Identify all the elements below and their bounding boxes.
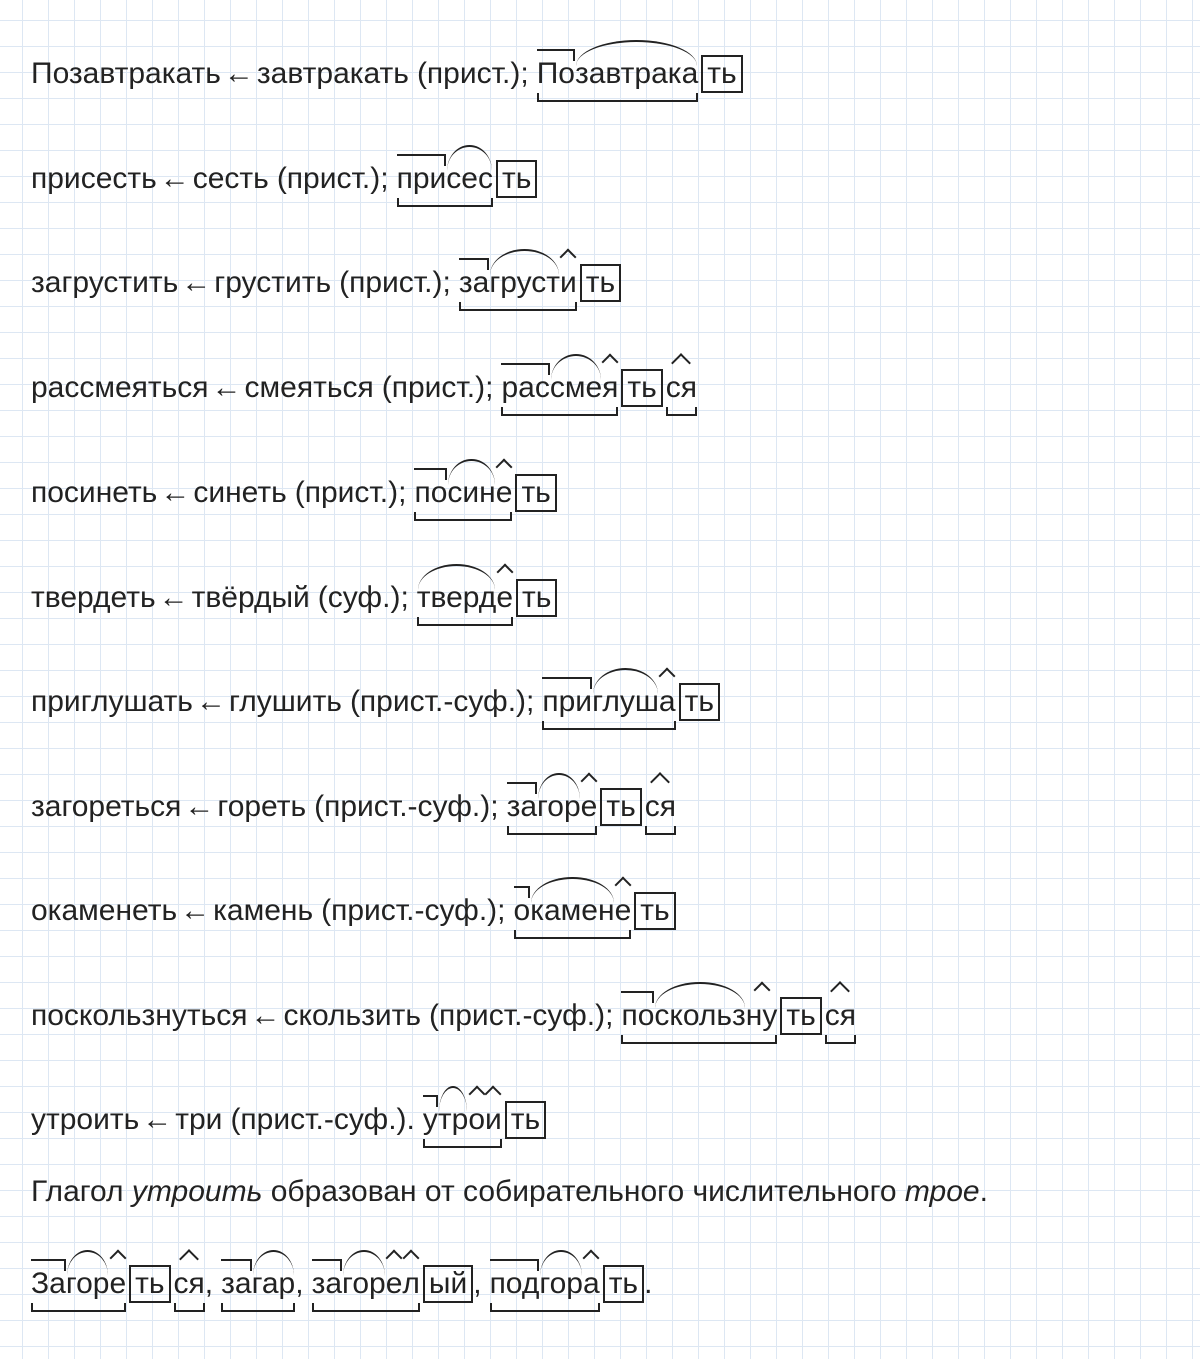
analysis-line-7 xyxy=(31,682,720,722)
prefix: при xyxy=(542,682,592,722)
cognates-line xyxy=(31,1264,652,1304)
separator: . xyxy=(644,1267,653,1300)
derived-word: посинеть xyxy=(31,476,158,509)
ending: ть xyxy=(621,369,662,407)
ending: ть xyxy=(580,264,621,302)
postfix-wrap xyxy=(174,1264,205,1304)
ending: ый xyxy=(423,1265,473,1303)
derivation-arrow: ← xyxy=(181,266,212,299)
root: камен xyxy=(530,891,614,931)
source-word: три xyxy=(175,1103,223,1136)
derivation-type: (прист.); xyxy=(276,162,389,195)
ending: ть xyxy=(496,160,537,198)
root: сес xyxy=(446,159,493,199)
stem xyxy=(417,578,513,618)
note-text xyxy=(31,1172,988,1212)
suffix: а xyxy=(659,682,676,722)
prefix: по xyxy=(621,996,654,1036)
stem xyxy=(501,368,618,408)
analysis-line-4 xyxy=(31,368,697,408)
suffix: о xyxy=(468,1100,485,1140)
postfix: ся xyxy=(666,368,697,408)
analysis-line-1 xyxy=(31,54,743,94)
note-italic-1: утроить xyxy=(131,1175,263,1208)
suffix: е xyxy=(496,578,513,618)
stem xyxy=(221,1264,295,1304)
postfix: ся xyxy=(645,787,676,827)
derivation-type: (прист.-суф.); xyxy=(314,790,499,823)
root: гор xyxy=(342,1264,386,1304)
analysis-line-3 xyxy=(31,263,621,303)
derivation-type: (прист.-суф.); xyxy=(429,999,614,1032)
suffix: я xyxy=(602,368,618,408)
root: скольз xyxy=(654,996,745,1036)
derivation-type: (прист.); xyxy=(416,57,529,90)
stem xyxy=(542,682,675,722)
derived-word: поскользнуться xyxy=(31,999,248,1032)
ending: ть xyxy=(516,579,557,617)
root: гор xyxy=(537,787,581,827)
derivation-arrow: ← xyxy=(142,1103,173,1136)
derived-word: утроить xyxy=(31,1103,140,1136)
derivation-type: (прист.-суф.); xyxy=(349,685,535,718)
stem xyxy=(514,891,632,931)
ending: ть xyxy=(634,892,675,930)
suffix: е xyxy=(615,891,632,931)
derivation-type: (прист.); xyxy=(339,266,451,299)
stem xyxy=(414,473,512,513)
derivation-arrow: ← xyxy=(159,162,190,195)
root: тверд xyxy=(417,578,497,618)
prefix: за xyxy=(507,787,537,827)
postfix-wrap xyxy=(666,368,697,408)
suffix: е xyxy=(496,473,513,513)
prefix: рас xyxy=(501,368,549,408)
separator: , xyxy=(473,1267,482,1300)
ending: ть xyxy=(780,997,821,1035)
suffix: а xyxy=(583,1264,600,1304)
prefix: По xyxy=(537,54,575,94)
stem xyxy=(621,996,777,1036)
ending: ть xyxy=(129,1265,170,1303)
note-part-1: Глагол xyxy=(31,1175,132,1208)
prefix: за xyxy=(459,263,489,303)
root: гор xyxy=(539,1264,583,1304)
derivation-type: (прист.-суф.); xyxy=(321,894,506,927)
derivation-arrow: ← xyxy=(195,685,226,718)
stem xyxy=(31,1264,126,1304)
derivation-arrow: ← xyxy=(160,476,191,509)
derivation-arrow: ← xyxy=(184,790,215,823)
separator: , xyxy=(295,1267,304,1300)
analysis-line-10 xyxy=(31,996,856,1036)
ending: ть xyxy=(505,1101,546,1139)
root: груст xyxy=(489,263,560,303)
prefix: по xyxy=(414,473,447,513)
analysis-line-6 xyxy=(31,578,557,618)
derivation-arrow: ← xyxy=(223,57,254,90)
root: сме xyxy=(550,368,602,408)
suffix: е xyxy=(386,1264,403,1304)
postfix-wrap xyxy=(645,787,676,827)
analysis-line-11 xyxy=(31,1100,546,1140)
stem xyxy=(537,54,699,94)
source-word: гореть xyxy=(217,790,307,823)
derived-word: рассмеяться xyxy=(31,371,209,404)
derivation-arrow: ← xyxy=(250,999,281,1032)
stem xyxy=(490,1264,600,1304)
note-part-2: образован от собирательного числительного xyxy=(262,1175,905,1208)
prefix: под xyxy=(490,1264,540,1304)
derived-word: твердеть xyxy=(31,581,156,614)
note-italic-2: трое xyxy=(904,1175,980,1208)
source-word: твёрдый xyxy=(191,581,310,614)
derivation-arrow: ← xyxy=(211,371,242,404)
source-word: глушить xyxy=(228,685,342,718)
source-word: синеть xyxy=(193,476,287,509)
postfix: ся xyxy=(174,1264,205,1304)
derived-word: загрустить xyxy=(31,266,179,299)
root: глуш xyxy=(592,682,659,722)
suffix: ну xyxy=(746,996,778,1036)
ending: ть xyxy=(600,788,641,826)
derivation-type: (прист.-суф.). xyxy=(230,1103,415,1136)
stem xyxy=(459,263,577,303)
root: гар xyxy=(252,1264,296,1304)
stem xyxy=(507,787,598,827)
source-word: смеяться xyxy=(244,371,374,404)
analysis-line-2 xyxy=(31,159,537,199)
suffix-2: и xyxy=(485,1100,502,1140)
prefix: за xyxy=(221,1264,251,1304)
note-part-3: . xyxy=(979,1175,988,1208)
root: син xyxy=(447,473,495,513)
source-word: скользить xyxy=(283,999,422,1032)
source-word: завтракать xyxy=(256,57,409,90)
derived-word: загореться xyxy=(31,790,182,823)
prefix: при xyxy=(397,159,447,199)
postfix: ся xyxy=(825,996,856,1036)
suffix-2: л xyxy=(402,1264,420,1304)
root: тр xyxy=(438,1100,468,1140)
derivation-arrow: ← xyxy=(180,894,211,927)
suffix: е xyxy=(109,1264,126,1304)
derived-word: Позавтракать xyxy=(31,57,221,90)
root: гор xyxy=(66,1264,110,1304)
analysis-line-5 xyxy=(31,473,557,513)
source-word: грустить xyxy=(214,266,332,299)
derivation-type: (прист.); xyxy=(294,476,407,509)
separator: , xyxy=(204,1267,214,1300)
prefix: у xyxy=(423,1100,438,1140)
root: завтрака xyxy=(575,54,698,94)
stem xyxy=(312,1264,420,1304)
ending: ть xyxy=(515,474,556,512)
analysis-line-9 xyxy=(31,891,676,931)
stem xyxy=(423,1100,502,1140)
derived-word: присесть xyxy=(31,162,157,195)
derivation-arrow: ← xyxy=(158,581,189,614)
stem xyxy=(397,159,493,199)
prefix: о xyxy=(514,891,531,931)
derivation-type: (прист.); xyxy=(381,371,494,404)
postfix-wrap xyxy=(825,996,856,1036)
derivation-type: (суф.); xyxy=(317,581,409,614)
derived-word: приглушать xyxy=(31,685,193,718)
ending: ть xyxy=(701,55,742,93)
analysis-line-8 xyxy=(31,787,676,827)
prefix: За xyxy=(31,1264,66,1304)
derived-word: окаменеть xyxy=(31,894,178,927)
source-word: сесть xyxy=(192,162,269,195)
suffix: е xyxy=(581,787,598,827)
ending: ть xyxy=(603,1265,644,1303)
suffix: и xyxy=(560,263,577,303)
source-word: камень xyxy=(213,894,314,927)
prefix: за xyxy=(312,1264,342,1304)
ending: ть xyxy=(679,683,720,721)
